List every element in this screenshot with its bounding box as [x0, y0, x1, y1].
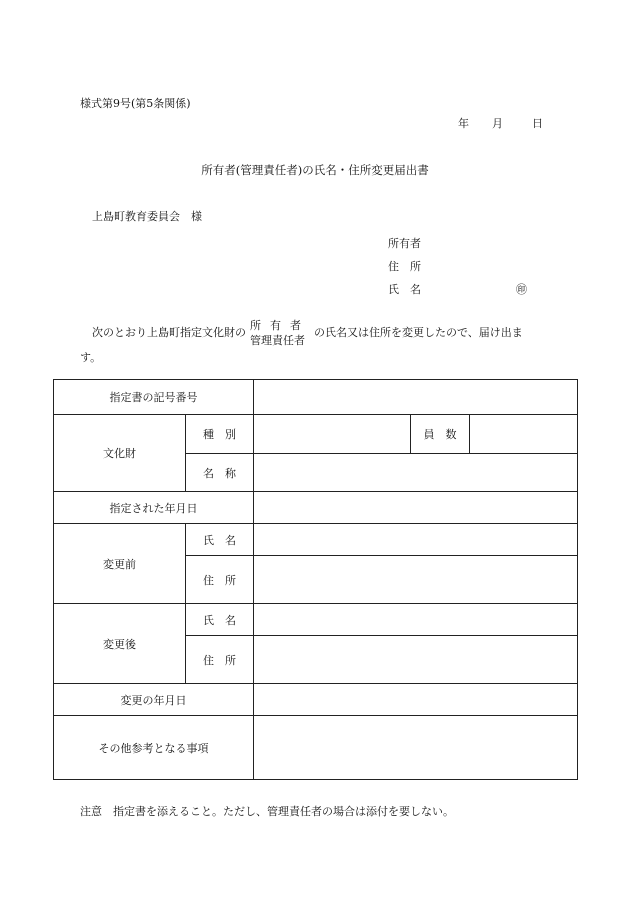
stack-top: 所有者: [250, 319, 310, 332]
designation-number-label: 指定書の記号番号: [54, 380, 254, 415]
count-field[interactable]: [470, 415, 578, 454]
owner-label: 所有者: [388, 237, 421, 250]
date-day-label: 日: [532, 117, 543, 130]
owner-manager-stack: [250, 318, 310, 348]
date-month-label: 月: [492, 117, 503, 130]
name-label: 名 称: [186, 454, 254, 492]
designated-date-label: 指定された年月日: [54, 492, 254, 524]
document-title: 所有者(管理責任者)の氏名・住所変更届出書: [201, 163, 429, 177]
after-name-field[interactable]: [254, 604, 578, 636]
change-date-label: 変更の年月日: [54, 684, 254, 716]
before-change-label: 変更前: [54, 524, 186, 604]
form-label: 様式第9号(第5条関係): [80, 97, 191, 110]
designation-number-field[interactable]: [254, 380, 578, 415]
stack-bottom: 管理責任者: [250, 334, 305, 347]
before-address-field[interactable]: [254, 556, 578, 604]
form-table: [53, 379, 578, 780]
date-year-label: 年: [458, 117, 469, 130]
cultural-property-label: 文化財: [54, 415, 186, 492]
addressee: 上島町教育委員会 様: [92, 210, 202, 223]
count-label: 員 数: [411, 415, 470, 454]
owner-address-label: 住 所: [388, 260, 421, 273]
statement-part1: 次のとおり上島町指定文化財の: [92, 326, 246, 339]
after-change-label: 変更後: [54, 604, 186, 684]
type-field[interactable]: [254, 415, 411, 454]
owner-name-label: 氏 名: [388, 283, 421, 296]
designated-date-field[interactable]: [254, 492, 578, 524]
cultural-name-field[interactable]: [254, 454, 578, 492]
owner-block: [388, 232, 527, 301]
body-statement: [80, 318, 560, 368]
after-address-label: 住 所: [186, 636, 254, 684]
before-name-label: 氏 名: [186, 524, 254, 556]
after-name-label: 氏 名: [186, 604, 254, 636]
date-line: [458, 115, 543, 131]
other-notes-field[interactable]: [254, 716, 578, 780]
change-date-field[interactable]: [254, 684, 578, 716]
before-name-field[interactable]: [254, 524, 578, 556]
before-address-label: 住 所: [186, 556, 254, 604]
seal-mark: ㊞: [516, 283, 527, 296]
statement-line2: す。: [80, 351, 102, 364]
type-label: 種 別: [186, 415, 254, 454]
statement-part2: の氏名又は住所を変更したので、届け出ま: [314, 326, 523, 339]
after-address-field[interactable]: [254, 636, 578, 684]
footnote: 注意 指定書を添えること。ただし、管理責任者の場合は添付を要しない。: [80, 805, 454, 818]
other-notes-label: その他参考となる事項: [54, 716, 254, 780]
